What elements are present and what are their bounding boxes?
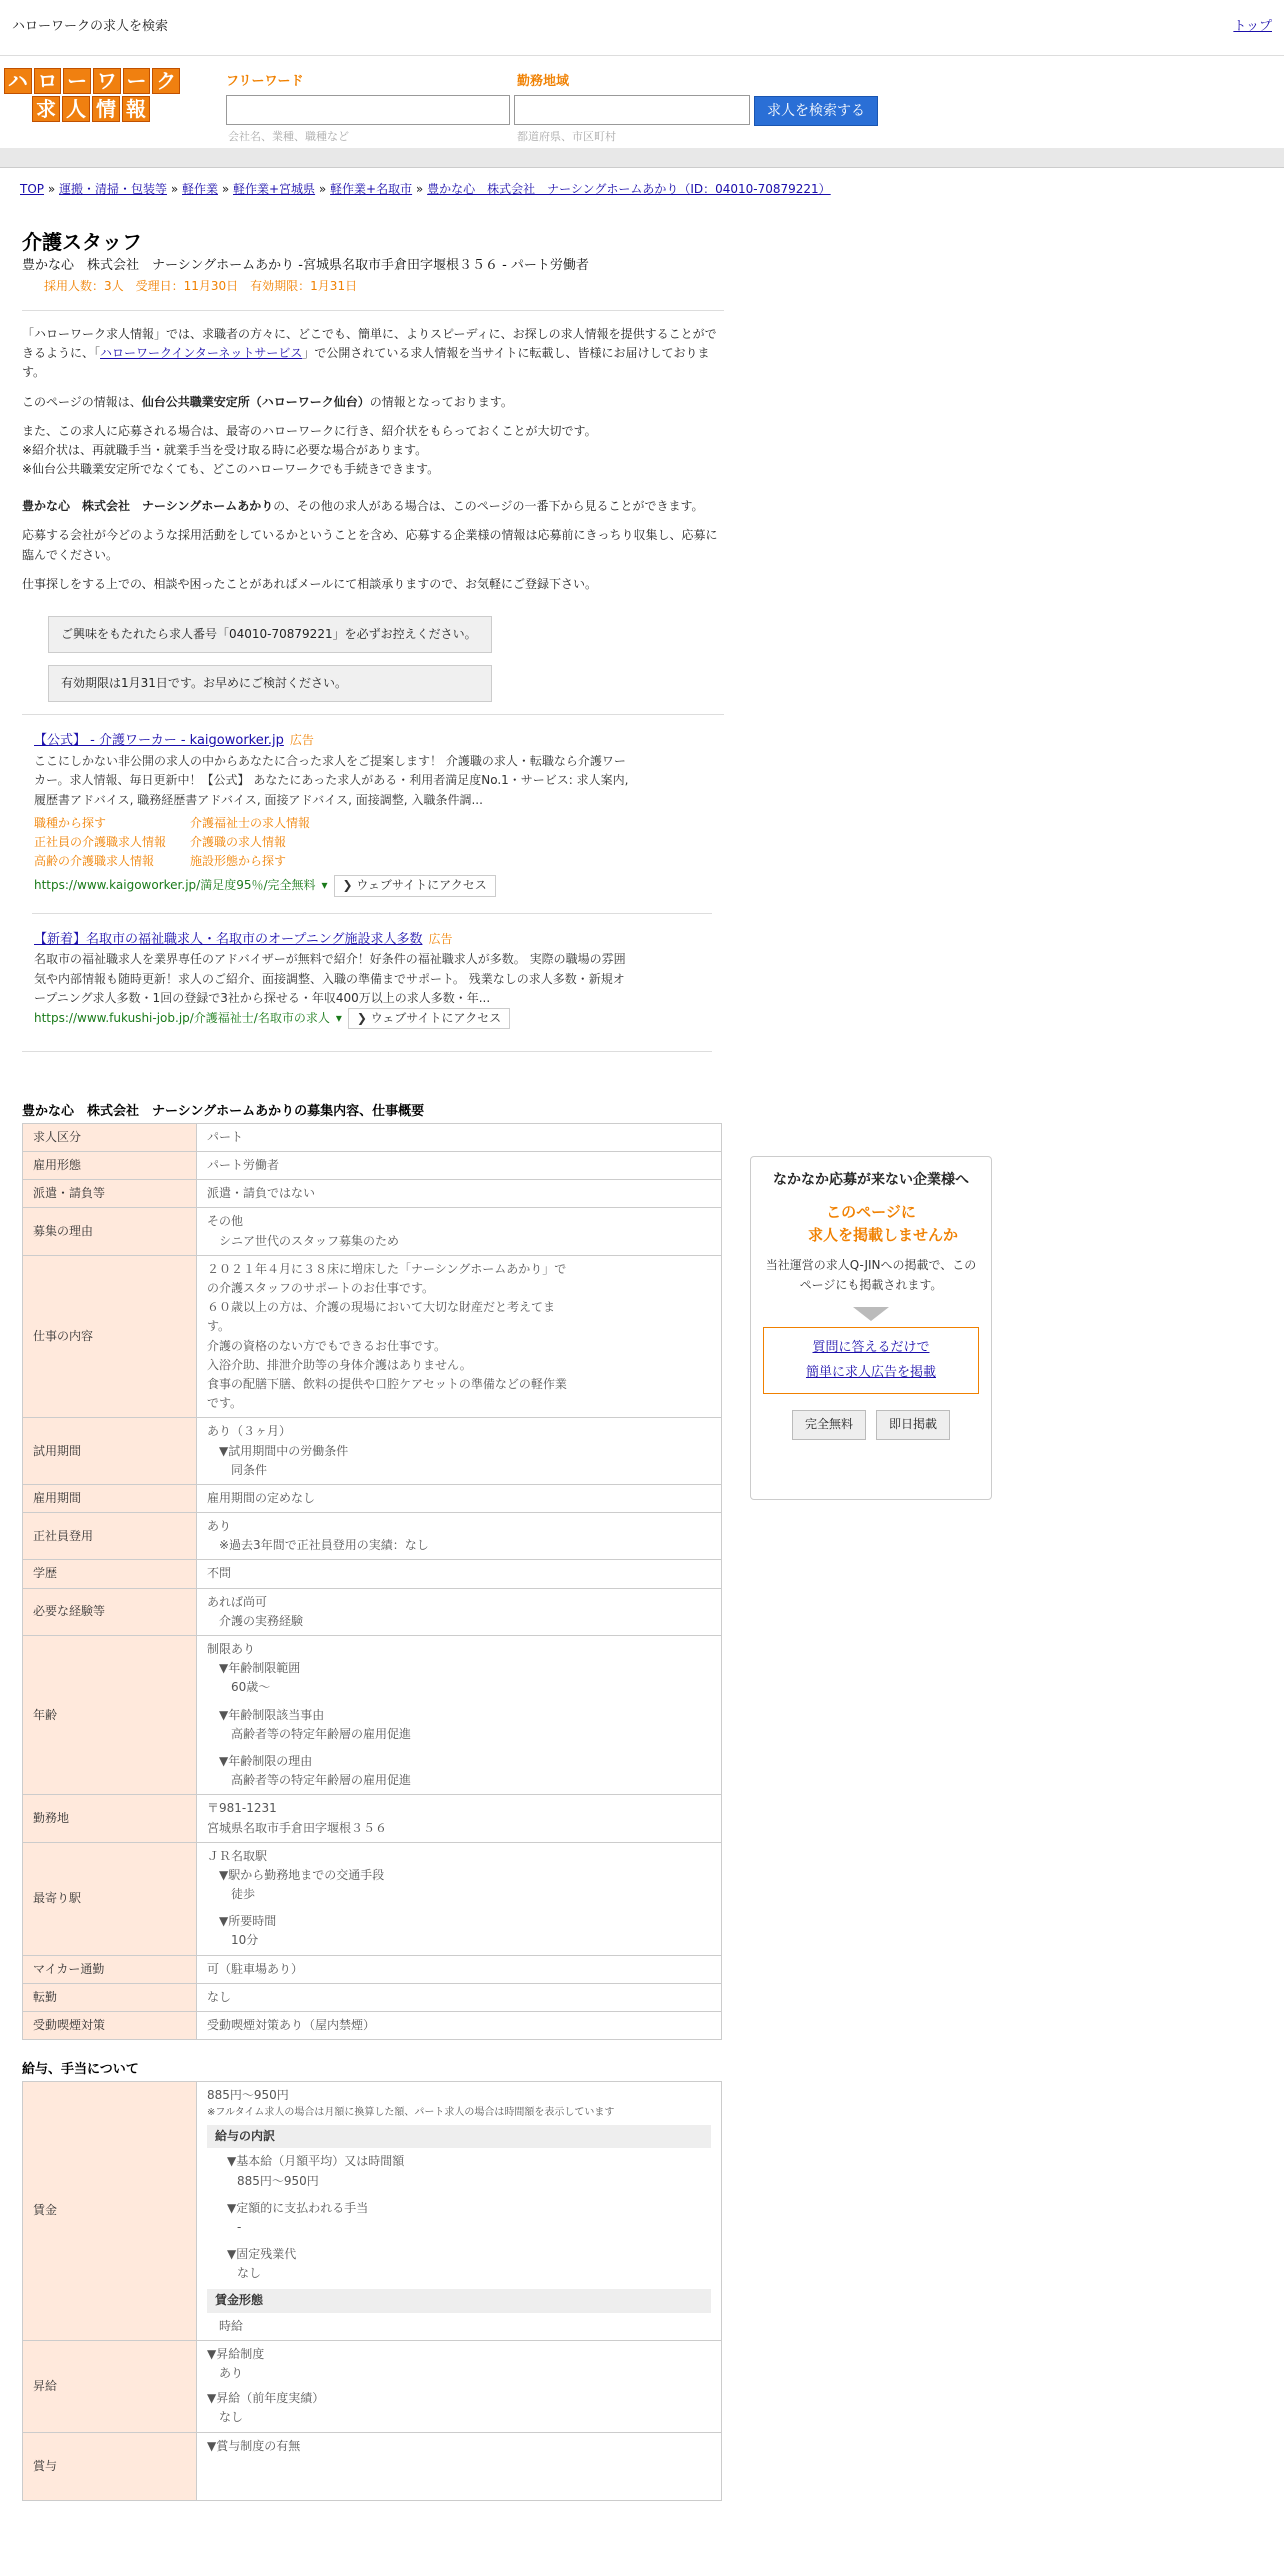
- advice-paragraph: 応募する会社が今どのような採用活動をしているかということを含め、応募する企業様の情報は応募前にきっちり収集し、応募に臨んでください。: [22, 528, 718, 562]
- table-row: [23, 1983, 722, 2011]
- job-meta: 採用人数：3人 受理日：11月30日 有効期限：1月31日: [44, 278, 358, 293]
- chevron-down-icon[interactable]: ▾: [335, 1010, 342, 1025]
- logo-char: 情: [92, 96, 120, 122]
- ad-title-link[interactable]: 【公式】 - 介護ワーカー - kaigoworker.jp: [34, 733, 284, 749]
- row-value: 制限あり ▼年齢制限範囲 60歳〜 ▼年齢制限該当事由 高齢者等の特定年齢層の雇用促進 ▼年齢制限の理由 高齢者等の特定年齢層の雇用促進: [197, 1636, 722, 1795]
- ad-sitelink[interactable]: 介護職の求人情報: [190, 834, 287, 849]
- ad-sitelink[interactable]: 介護福祉士の求人情報: [190, 815, 311, 830]
- logo-char: ー: [63, 68, 91, 94]
- table-row: [23, 1208, 722, 1255]
- ad-sitelinks: [34, 814, 630, 872]
- table-row: [23, 2081, 722, 2340]
- visit-site-button[interactable]: ❯ ウェブサイトにアクセス: [348, 1008, 510, 1029]
- row-label: 転勤: [23, 1983, 197, 2011]
- row-label: 勤務地: [23, 1795, 197, 1842]
- top-bar: [0, 0, 1284, 56]
- row-label: 学歴: [23, 1560, 197, 1588]
- table-row: [23, 1795, 722, 1842]
- job-title: 介護スタッフ: [22, 230, 142, 254]
- breadcrumb-item[interactable]: 運搬・清掃・包装等: [59, 182, 168, 196]
- row-value: ２０２１年４月に３８床に増床した「ナーシングホームあかり」で の介護スタッフのサポートのお仕事です。 ６０歳以上の方は、介護の現場において大切な財産だと考えてま す。 介護の資格のない方でもできるお仕事です。 入浴介助、排泄介助等の身体介護はありません。 食事の配膳下膳、飲料の提供や口腔ケアセットの準備などの軽作業 です。: [197, 1255, 722, 1418]
- chevron-down-icon[interactable]: ▾: [321, 878, 328, 893]
- row-label: 賃金: [23, 2081, 197, 2340]
- row-value: ＪＲ名取駅 ▼駅から勤務地までの交通手段 徒歩 ▼所要時間 10分: [197, 1842, 722, 1955]
- free-button[interactable]: 完全無料: [792, 1410, 866, 1439]
- row-label: 最寄り駅: [23, 1842, 197, 1955]
- table-row: [23, 1418, 722, 1485]
- ad-description: ここにしかない非公開の求人の中からあなたに合った求人をご提案します！ 介護職の求人・転職なら介護ワーカー。求人情報、毎日更新中！【公式】 あなたにあった求人がある・利用者満足度No.1・サービス: 求人案内, 履歴書アドバイス, 職務経歴書アドバイス, 面接アドバイス, 面接調整, 入職条件調...: [34, 754, 629, 807]
- intro-paragraph: 「ハローワーク求人情報」では、求職者の方々に、どこでも、簡単に、よりスピーディに、お探しの求人情報を提供することができるように、「ハローワークインターネットサービス」で公開されている求人情報を当サイトに転載し、皆様にお届けしております。: [22, 326, 717, 380]
- ad-sitelink[interactable]: 職種から探す: [34, 815, 107, 830]
- table-row: [23, 1842, 722, 1955]
- row-label: 正社員登用: [23, 1513, 197, 1560]
- promo-links: [763, 1327, 979, 1395]
- advertise-promo-box: [750, 1156, 992, 1500]
- site-title: ハローワークの求人を検索: [12, 19, 169, 35]
- row-value: パート: [197, 1123, 722, 1151]
- arrow-down-icon: [853, 1307, 889, 1321]
- row-label: 受動喫煙対策: [23, 2012, 197, 2040]
- logo-char: 人: [62, 96, 90, 122]
- row-value: 派遣・請負ではない: [197, 1180, 722, 1208]
- promo-description: 当社運営の求人Q-JINへの掲載で、このページにも掲載されます。: [765, 1258, 977, 1292]
- consult-paragraph: 仕事探しをする上での、相談や困ったことがあればメールにて相談承りますので、お気軽にご登録下さい。: [22, 576, 598, 591]
- row-value: 〒981-1231 宮城県名取市手倉田字堰根３５６: [197, 1795, 722, 1842]
- table-row: [23, 1955, 722, 1983]
- table-row: [23, 1636, 722, 1795]
- logo-char: ワ: [93, 68, 121, 94]
- row-value: あり（３ヶ月） ▼試用期間中の労働条件 同条件: [197, 1418, 722, 1485]
- row-value: なし: [197, 1983, 722, 2011]
- row-value: 885円〜950円 ※フルタイム求人の場合は月額に換算した額、パート求人の場合は時間額を表示しています 給与の内訳 ▼基本給（月額平均）又は時間額 885円〜950円 ▼定額的に支払われる手当 - ▼固定残業代 なし 賃金形態 時給: [197, 2081, 722, 2340]
- job-summary-heading: 豊かな心 株式会社 ナーシングホームあかりの募集内容、仕事概要: [22, 1104, 425, 1120]
- row-value: ▼賞与制度の有無: [197, 2432, 722, 2500]
- table-row: [23, 1180, 722, 1208]
- free-word-label: フリーワード: [226, 74, 304, 89]
- promo-heading: なかなか応募が来ない企業様へ: [773, 1172, 969, 1188]
- ad-sitelink[interactable]: 高齢の介護職求人情報: [34, 854, 155, 869]
- breadcrumb-item[interactable]: 軽作業+名取市: [330, 182, 413, 196]
- ad-sitelink[interactable]: 施設形態から探す: [190, 854, 287, 869]
- row-label: 派遣・請負等: [23, 1180, 197, 1208]
- company-line: 豊かな心 株式会社 ナーシングホームあかり -宮城県名取市手倉田字堰根３５６ - パート労働者: [22, 258, 589, 273]
- location-label: 勤務地域: [517, 74, 570, 89]
- table-row: [23, 2432, 722, 2500]
- breadcrumb-item[interactable]: 豊かな心 株式会社 ナーシングホームあかり（ID：04010-70879221）: [427, 182, 831, 196]
- row-value: 可（駐車場あり）: [197, 1955, 722, 1983]
- table-row: [23, 1255, 722, 1418]
- row-value: その他 シニア世代のスタッフ募集のため: [197, 1208, 722, 1255]
- free-word-input[interactable]: [226, 95, 510, 125]
- job-number-notice: ご興味をもたれたら求人番号「04010-70879221」を必ずお控えください。: [48, 616, 492, 653]
- logo-char: 報: [122, 96, 150, 122]
- ad-title-link[interactable]: 【新着】名取市の福祉職求人・名取市のオープニング施設求人多数: [34, 931, 423, 947]
- logo-char: ハ: [4, 68, 32, 94]
- table-row: [23, 1588, 722, 1635]
- header-divider-band: [0, 148, 1284, 168]
- ad-url[interactable]: https://www.kaigoworker.jp/満足度95％/完全無料: [34, 878, 316, 893]
- row-label: 雇用期間: [23, 1484, 197, 1512]
- breadcrumb: TOP » 運搬・清掃・包装等 » 軽作業 » 軽作業+宮城県 » 軽作業+名取市 » 豊かな心 株式会社 ナーシングホームあかり（ID：04010-70879221）: [20, 182, 831, 196]
- row-value: 受動喫煙対策あり（屋内禁煙）: [197, 2012, 722, 2040]
- divider: [22, 310, 724, 311]
- table-row: [23, 2340, 722, 2432]
- divider: [22, 714, 724, 715]
- row-value: 不問: [197, 1560, 722, 1588]
- visit-site-button[interactable]: ❯ ウェブサイトにアクセス: [334, 875, 496, 896]
- row-value: ▼昇給制度 あり ▼昇給（前年度実績） なし: [197, 2340, 722, 2432]
- hellowork-internet-link[interactable]: ハローワークインターネットサービス: [100, 346, 303, 361]
- table-row: [23, 2012, 722, 2040]
- main-content: [22, 228, 724, 2501]
- row-value: あり ※過去3年間で正社員登用の実績：なし: [197, 1513, 722, 1560]
- logo-char: ー: [123, 68, 151, 94]
- ad-block: [22, 723, 642, 904]
- row-label: 募集の理由: [23, 1208, 197, 1255]
- referral-paragraph: また、この求人に応募される場合は、最寄のハローワークに行き、紹介状をもらっておくことが大切です。 ※紹介状は、再就職手当・就業手当を受け取る時に必要な場合があります。 ※仙台公共職業安定所でなくても、どこのハローワークでも手続きできます。: [22, 423, 597, 477]
- source-paragraph: このページの情報は、仙台公共職業安定所（ハローワーク仙台）の情報となっております。: [22, 394, 513, 409]
- ad-description: 名取市の福祉職求人を業界専任のアドバイザーが無料で紹介！好条件の福祉職求人が多数。 実際の職場の雰囲気や内部情報も随時更新！求人のご紹介、面接調整、入職の準備までサポート。 残業なしの求人多数・新規オープニング求人多数・1回の登録で3社から探せる・年収400万以上の求人多数・年...: [34, 952, 626, 1005]
- row-label: 昇給: [23, 2340, 197, 2432]
- row-label: 賞与: [23, 2432, 197, 2500]
- free-word-hint: 会社名、業種、職種など: [228, 130, 349, 143]
- search-button[interactable]: 求人を検索する: [754, 96, 878, 126]
- promo-link[interactable]: 簡単に求人広告を掲載: [805, 1364, 936, 1380]
- divider: [22, 1051, 712, 1052]
- logo-char: ロ: [34, 68, 62, 94]
- divider: [32, 913, 712, 914]
- wage-table: [22, 2081, 722, 2501]
- expiry-notice: 有効期限は1月31日です。お早めにご検討ください。: [48, 665, 492, 702]
- row-value: パート労働者: [197, 1152, 722, 1180]
- table-row: [23, 1152, 722, 1180]
- row-label: 年齢: [23, 1636, 197, 1795]
- breadcrumb-item[interactable]: 軽作業+宮城県: [233, 182, 316, 196]
- ad-badge: 広告: [428, 931, 453, 946]
- row-label: 仕事の内容: [23, 1255, 197, 1418]
- ad-badge: 広告: [289, 733, 314, 748]
- breadcrumb-item[interactable]: TOP: [20, 182, 45, 196]
- location-input[interactable]: [514, 95, 750, 125]
- ad-sitelink[interactable]: 正社員の介護職求人情報: [34, 834, 167, 849]
- row-label: 試用期間: [23, 1418, 197, 1485]
- other-jobs-paragraph: 豊かな心 株式会社 ナーシングホームあかりの、その他の求人がある場合は、このページの一番下から見ることができます。: [22, 499, 704, 514]
- job-summary-table: [22, 1123, 722, 2040]
- table-row: [23, 1484, 722, 1512]
- row-label: 求人区分: [23, 1123, 197, 1151]
- logo-char: 求: [32, 96, 60, 122]
- location-hint: 都道府県、市区町村: [517, 130, 616, 143]
- promo-headline: このページに 求人を掲載しませんか: [807, 1203, 958, 1244]
- wage-heading: 給与、手当について: [22, 2062, 139, 2078]
- row-label: 必要な経験等: [23, 1588, 197, 1635]
- site-logo[interactable]: [4, 68, 180, 124]
- row-label: マイカー通勤: [23, 1955, 197, 1983]
- same-day-button[interactable]: 即日掲載: [876, 1410, 950, 1439]
- ad-url[interactable]: https://www.fukushi-job.jp/介護福祉士/名取市の求人: [34, 1010, 330, 1025]
- logo-char: ク: [152, 68, 180, 94]
- table-row: [23, 1513, 722, 1560]
- table-row: [23, 1560, 722, 1588]
- ad-block: [22, 922, 642, 1038]
- promo-link[interactable]: 質問に答えるだけで: [812, 1339, 930, 1355]
- row-value: 雇用期間の定めなし: [197, 1484, 722, 1512]
- table-row: [23, 1123, 722, 1151]
- row-value: あれば尚可 介護の実務経験: [197, 1588, 722, 1635]
- breadcrumb-item[interactable]: 軽作業: [182, 182, 219, 196]
- row-label: 雇用形態: [23, 1152, 197, 1180]
- top-link[interactable]: トップ: [1233, 19, 1272, 35]
